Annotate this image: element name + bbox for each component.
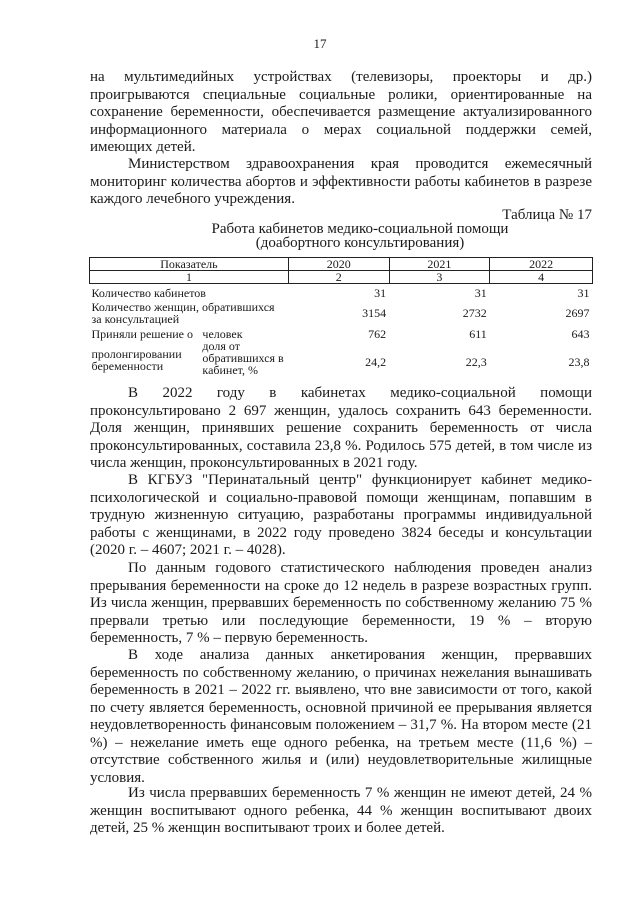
cell-value: 31: [474, 286, 487, 300]
cell-value: 2732: [462, 306, 487, 320]
row-label-decided: Приняли решение о: [91, 327, 194, 341]
row-label-prolong: пролонгировании беременности: [91, 347, 182, 373]
table-row: [90, 284, 593, 300]
cell-value: 31: [374, 286, 387, 300]
paragraph-text: В КГБУЗ "Перинатальный центр" функционирует кабинет медико-психологической и социально-правовой помощи женщинам, попавшим в трудную жизненную ситуацию, разработаны программы индивидуальной работы с женщинами, в 2022 году проведено 3824 беседы и консультации (2020 г. – 4607; 2021 г. – 4028).: [90, 472, 592, 558]
cell-value: 31: [577, 286, 590, 300]
table-number: Таблица № 17: [502, 207, 592, 223]
cell-value: 24,2: [365, 355, 387, 369]
table-17: [89, 257, 593, 376]
table-row: [90, 340, 593, 376]
cell-value: 611: [469, 327, 487, 341]
paragraph-monitoring: [90, 156, 592, 209]
paragraph-text: Из числа прервавших беременность 7 % женщин не имеют детей, 24 % женщин воспитывают одного ребенка, 44 % женщин воспитывают двоих детей, 25 % женщин воспитывают троих и более детей.: [90, 785, 592, 836]
row-sublabel-people: человек: [202, 327, 243, 341]
colnum-2: 2: [288, 271, 389, 284]
colnum-3: 3: [389, 271, 490, 284]
cell-value: 23,8: [568, 355, 590, 369]
paragraph-multimedia: [90, 69, 592, 157]
paragraph-text: По данным годового статистического наблюдения проведен анализ прерывания беременности на сроке до 12 недель в разрезе возрастных групп. Из числа женщин, прервавших беременность по собственному желанию 75 % прервали третью или последующие беременности, 19 % – вторую беременность, 7 % – первую беременность.: [90, 560, 592, 646]
row-sublabel-share: доля от обратившихся в кабинет, %: [202, 339, 284, 377]
paragraph-statistics: [90, 560, 592, 648]
colnum-4: 4: [490, 271, 593, 284]
table-header-row: [90, 258, 593, 271]
table-colnum-row: [90, 271, 593, 284]
paragraph-text: В 2022 году в кабинетах медико-социальной помощи проконсультировано 2 697 женщин, удалось сохранить 643 беременности. Доля женщин, принявших решение сохранить беременность от числа проконсультированных, составила 23,8 %. Родилось 575 детей, в том числе из числа женщин, проконсультированных в 2021 году.: [90, 385, 592, 471]
row-label-cabinets: Количество кабинетов: [91, 286, 206, 300]
colnum-1: 1: [90, 271, 289, 284]
paragraph-text: на мультимедийных устройствах (телевизоры, проекторы и др.) проигрываются специальные социальные ролики, ориентированные на сохранение беременности, обеспечивается размещение актуализированного информационного материала о мерах социальной поддержки семей, имеющих детей.: [90, 69, 592, 155]
paragraph-children: [90, 785, 592, 838]
header-indicator: Показатель: [90, 258, 289, 271]
paragraph-perinatal-center: [90, 472, 592, 560]
paragraph-2022-results: [90, 385, 592, 473]
paragraph-text: Министерством здравоохранения края проводится ежемесячный мониторинг количества абортов и эффективности работы кабинетов в разрезе каждого лечебного учреждения.: [90, 156, 592, 207]
page-number: 17: [313, 36, 327, 51]
cell-value: 3154: [362, 306, 387, 320]
table-row: [90, 299, 593, 325]
paragraph-survey-analysis: [90, 647, 592, 787]
header-2020: 2020: [288, 258, 389, 271]
row-label-women: Количество женщин, обратившихся за консультацией: [91, 300, 275, 326]
table-caption-line2: (доабортного консультирования): [255, 235, 465, 251]
table-caption: [180, 222, 540, 250]
table-row: [90, 325, 593, 340]
cell-value: 643: [571, 327, 590, 341]
table-caption-line1: Работа кабинетов медико-социальной помощи: [211, 221, 509, 237]
paragraph-text: В ходе анализа данных анкетирования женщин, прервавших беременность по собственному желанию, о причинах нежелания вынашивать беременность в 2021 – 2022 гг. выявлено, что вне зависимости от того, какой по счету является беременность, основной причиной ее прерывания является неудовлетворенность финансовым положением – 31,7 %. На втором месте (21 %) – нежелание иметь еще одного ребенка, на третьем месте (11,6 %) – отсутствие собственного жилья и (или) неудовлетворительные жилищные условия.: [90, 647, 592, 786]
cell-value: 2697: [565, 306, 590, 320]
header-2021: 2021: [389, 258, 490, 271]
cell-value: 762: [368, 327, 387, 341]
header-2022: 2022: [490, 258, 593, 271]
cell-value: 22,3: [465, 355, 487, 369]
